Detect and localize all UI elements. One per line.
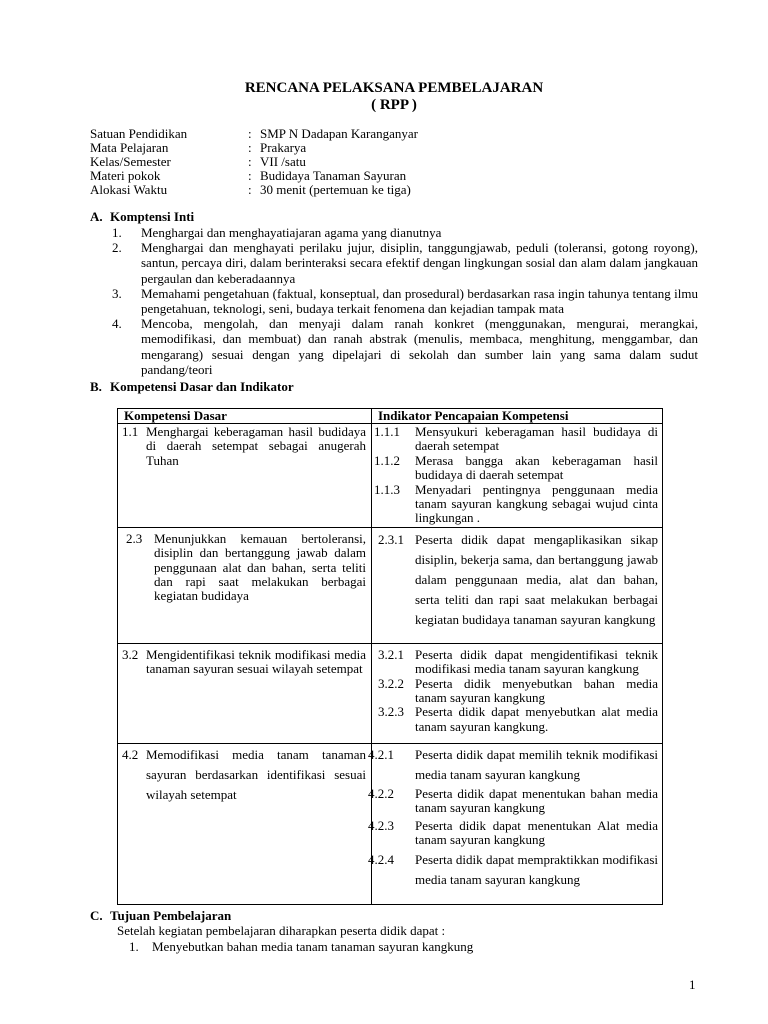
document-title: RENCANA PELAKSANA PEMBELAJARAN [244,80,544,96]
tujuan-list [129,940,473,954]
indicator-text: Peserta didik dapat mempraktikkan modifikasi media tanam sayuran kangkung [415,852,658,888]
list-item [112,286,698,316]
identity-colon: : [248,182,252,197]
identity-table [90,127,418,197]
kd-item [122,745,366,805]
identity-row [90,183,418,197]
indicator-item [368,850,658,890]
identity-value: VII /satu [260,154,306,169]
indicator-text: Peserta didik dapat memilih teknik modifikasi media tanam sayuran kangkung [415,746,658,782]
section-c-title: Tujuan Pembelajaran [110,908,232,923]
list-item [129,940,473,954]
identity-colon: : [248,140,252,155]
indicator-number: 3.2.1 [378,646,404,662]
section-c-letter: C. [90,908,103,923]
indicator-text: Peserta didik dapat menentukan Alat media tanam sayuran kangkung [415,817,658,848]
identity-label: Kelas/Semester [90,154,171,169]
kompetensi-table [117,408,663,905]
indicator-item [374,705,658,734]
section-b-letter: B. [90,379,102,394]
section-a-title: Komptensi Inti [110,209,195,224]
indicator-cell [372,643,663,743]
indicator-number: 3.2.2 [378,675,404,691]
indicator-number: 2.3.1 [378,531,404,547]
document-subtitle: ( RPP ) [371,97,417,113]
indicator-item [368,817,658,848]
indicator-text: Menyadari pentingnya penggunaan media tanam sayuran kangkung sebagai wujud cinta lingkungan . [415,481,658,526]
kd-cell [118,527,372,643]
identity-label: Alokasi Waktu [90,182,168,197]
kd-text: Mengidentifikasi teknik modifikasi media tanaman sayuran sesuai wilayah setempat [146,646,366,677]
kd-item [122,532,366,604]
identity-colon: : [248,154,252,169]
indicator-cell [372,527,663,643]
kd-cell [118,743,372,904]
table-header-row [118,409,663,424]
identity-value: SMP N Dadapan Karanganyar [260,126,418,141]
list-number: 3. [112,285,122,301]
indicator-text: Peserta didik dapat mengidentifikasi teknik modifikasi media tanam sayuran kangkung [415,646,658,677]
section-a-heading [90,209,194,225]
kd-item [122,648,366,677]
kd-text: Menghargai keberagaman hasil budidaya di daerah setempat sebagai anugerah Tuhan [146,424,366,468]
list-number: 1. [129,939,139,954]
list-number: 2. [112,240,122,256]
table-row [118,643,663,743]
indicator-item [374,677,658,706]
indicator-number: 1.1.1 [374,424,400,439]
identity-label: Materi pokok [90,168,161,183]
identity-row [90,127,418,141]
kd-number: 4.2 [122,746,139,762]
indicator-item [374,648,658,677]
indicator-number: 3.2.3 [378,704,404,720]
indicator-item [374,530,658,630]
indicator-text: Peserta didik dapat menentukan bahan media tanam sayuran kangkung [415,785,658,816]
identity-row [90,155,418,169]
kd-item [122,425,366,468]
list-text: Menyebutkan bahan media tanam tanaman sayuran kangkung [152,939,474,954]
indicator-number: 4.2.4 [368,852,394,868]
kd-number: 3.2 [122,646,139,662]
kd-text: Menunjukkan kemauan bertoleransi, disiplin dan bertanggung jawab dalam penggunaan alat dan bahan, serta teliti dan rapi saat melakukan berbagai kegiatan budidaya [154,530,366,604]
identity-label: Satuan Pendidikan [90,126,188,141]
indicator-text: Peserta didik menyebutkan bahan media tanam sayuran kangkung [415,675,658,706]
indicator-cell [372,424,663,528]
list-item [112,225,698,240]
identity-row [90,169,418,183]
indicator-text: Merasa bangga akan keberagaman hasil budidaya di daerah setempat [415,452,658,483]
list-number: 1. [112,225,122,240]
list-number: 4. [112,316,122,332]
identity-colon: : [248,168,252,183]
kd-cell [118,643,372,743]
page-number: 1 [689,977,696,992]
table-row [118,424,663,528]
indicator-cell [368,743,663,904]
header-indikator: Indikator Pencapaian Kompetensi [372,409,663,424]
table-row [118,527,663,643]
kd-cell [118,424,372,528]
list-text: Menghargai dan menghayatiajaran agama yang dianutnya [141,225,442,240]
section-a-letter: A. [90,209,103,224]
indicator-item [368,745,658,785]
section-b-title: Kompetensi Dasar dan Indikator [110,379,294,394]
indicator-number: 1.1.3 [374,481,400,497]
list-item [112,316,698,377]
indicator-text: Peserta didik dapat mengaplikasikan sikap disiplin, bekerja sama, dan bertanggung jawab dalam penggunaan media, alat dan bahan, serta teliti dan rapi saat melakukan berbagai kegiatan budidaya tanaman sayuran kangkung [415,531,658,627]
list-text: Memahami pengetahuan (faktual, konseptual, dan prosedural) berdasarkan rasa ingin tahunya tentang ilmu pengetahuan, teknologi, seni, budaya terkait fenomena dan kejadian tampak mata [141,285,698,317]
kd-number: 2.3 [126,530,143,546]
indicator-item [368,785,658,816]
indicator-item [374,425,658,454]
identity-value: 30 menit (pertemuan ke tiga) [260,182,411,197]
indicator-number: 4.2.3 [368,817,394,833]
header-kompetensi-dasar: Kompetensi Dasar [118,409,372,424]
identity-value: Prakarya [260,140,307,155]
identity-label: Mata Pelajaran [90,140,169,155]
tujuan-intro: Setelah kegiatan pembelajaran diharapkan peserta didik dapat : [117,923,446,938]
indicator-text: Mensyukuri keberagaman hasil budidaya di daerah setempat [415,424,658,454]
indicator-item [374,454,658,483]
list-text: Mencoba, mengolah, dan menyaji dalam ranah konkret (menggunakan, mengurai, merangkai, memodifikasi, dan membuat) dan ranah abstrak (menulis, membaca, menghitung, menggambar, dan mengarang) sesuai dengan yang dipelajari di sekolah dan sumber lain yang sama dalam sudut pandang/teori [141,316,698,377]
table-row [118,743,663,904]
section-b-heading [90,379,294,395]
kd-text: Memodifikasi media tanam tanaman sayuran berdasarkan identifikasi sesuai wilayah setempat [146,746,366,802]
kd-number: 1.1 [122,424,139,439]
identity-value: Budidaya Tanaman Sayuran [260,168,407,183]
section-c-heading [90,908,231,924]
kompetensi-inti-list [112,225,698,377]
list-text: Menghargai dan menghayati perilaku jujur, disiplin, tanggungjawab, peduli (toleransi, gotong royong), santun, percaya diri, dalam berinteraksi secara efektif dengan lingkungan sosial dan alam dalam jangkauan pergaulan dan keberadaannya [141,240,698,286]
indicator-number: 1.1.2 [374,452,400,468]
indicator-text: Peserta didik dapat menyebutkan alat media tanam sayuran kangkung. [415,704,658,734]
indicator-item [374,483,658,526]
identity-row [90,141,418,155]
indicator-number: 4.2.2 [368,785,394,801]
identity-colon: : [248,126,252,141]
indicator-number: 4.2.1 [368,746,394,762]
list-item [112,240,698,286]
